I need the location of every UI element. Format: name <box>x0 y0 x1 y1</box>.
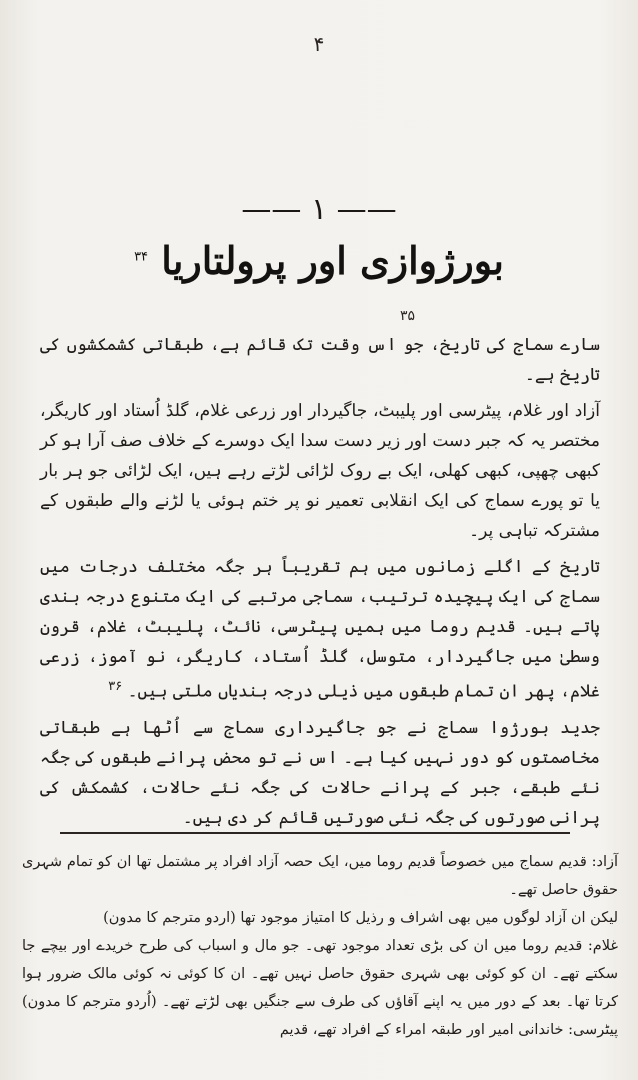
paragraph-3 <box>40 552 600 707</box>
footnote-3: غلام: قدیم روما میں ان کی بڑی تعداد موجود تھی۔ جو مال و اسباب کی طرح خریدے اور بیچے جا سکتے تھے۔ ان کو کوئی بھی شہری حقوق حاصل نہیں تھے۔ ان کا کوئی نہ کوئی مالک ضرور ہوا کرتا تھا۔ بعد کے دور میں یہ اپنے آقاؤں کی طرف سے جنگیں بھی لڑتے تھے۔ (اُردو مترجم کا مدون) پیٹرسی: خاندانی امیر اور طبقہ امراء کے افراد تھے، قدیم <box>22 938 618 1038</box>
paragraph-4: جدید بورژوا سماج نے جو جاگیرداری سماج سے اُٹھا ہے طبقاتی مخاصمتوں کو دور نہیں کیا ہے۔ اس نے تو محض پرانے طبقوں کی جگہ نئے طبقے، جبر کے پرانے حالات کی جگہ نئے حالات، کشمکش کی پرانی صورتوں کی جگہ نئی صورتیں قائم کر دی ہیں۔ <box>40 717 600 828</box>
title-footnote-ref: ۳۴ <box>134 249 149 265</box>
footnote-divider <box>60 832 570 834</box>
chapter-number: —— ۱ —— <box>241 192 397 227</box>
paragraph-2: آزاد اور غلام، پیٹرسی اور پلیبٹ، جاگیردار اور زرعی غلام، گلڈ اُستاد اور کاریگر، مختصر یہ کہ جبر دست اور زیر دست سدا ایک دوسرے کے خلاف صف آرا ہو کر کبھی چھپی، کبھی کھلی، ایک بے روک لڑائی لڑتے رہے ہیں، ایک لڑائی جو ہر بار یا تو پورے سماج کی ایک انقلابی تعمیر نو پر ختم ہوئی یا لڑنے والے طبقوں کے مشترکہ تباہی پر۔ <box>40 401 600 541</box>
paragraph-footnote-ref: ۳۵ <box>400 308 416 324</box>
footnotes <box>22 848 618 1044</box>
main-text <box>40 330 600 839</box>
footnote-2: لیکن ان آزاد لوگوں میں بھی اشراف و رذیل کا امتیاز موجود تھا (اردو مترجم کا مدون) <box>103 910 618 926</box>
paragraph-1: سارے سماج کی تاریخ، جو اس وقت تک قائم ہے، طبقاتی کشمکشوں کی تاریخ ہے۔ <box>40 335 600 385</box>
paragraph-3-footnote-ref: ۳۶ <box>108 679 123 694</box>
chapter-title <box>0 238 638 283</box>
page-number: ۴ <box>313 32 325 56</box>
chapter-title-text: بورژوازی اور پرولتاریا <box>161 238 504 283</box>
footnote-1: آزاد: قدیم سماج میں خصوصاً قدیم روما میں، ایک حصہ آزاد افراد پر مشتمل تھا ان کو تمام شہری حقوق حاصل تھے۔ <box>22 854 618 898</box>
paragraph-3-text: تاریخ کے اگلے زمانوں میں ہم تقریباً ہر جگہ مختلف درجات میں سماج کی ایک پیچیدہ ترتیب، سماجی مرتبے کی ایک متنوع درجہ بندی پاتے ہیں۔ قدیم روما میں ہمیں پیٹرسی، نائٹ، پلیبٹ، غلام، قرون وسطیٰ میں جاگیردار، متوسل، گلڈ اُستاد، کاریگر، نو آموز، زرعی غلام، پھر ان تمام طبقوں میں ذیلی درجہ بندیاں ملتی ہیں۔ <box>40 557 600 702</box>
